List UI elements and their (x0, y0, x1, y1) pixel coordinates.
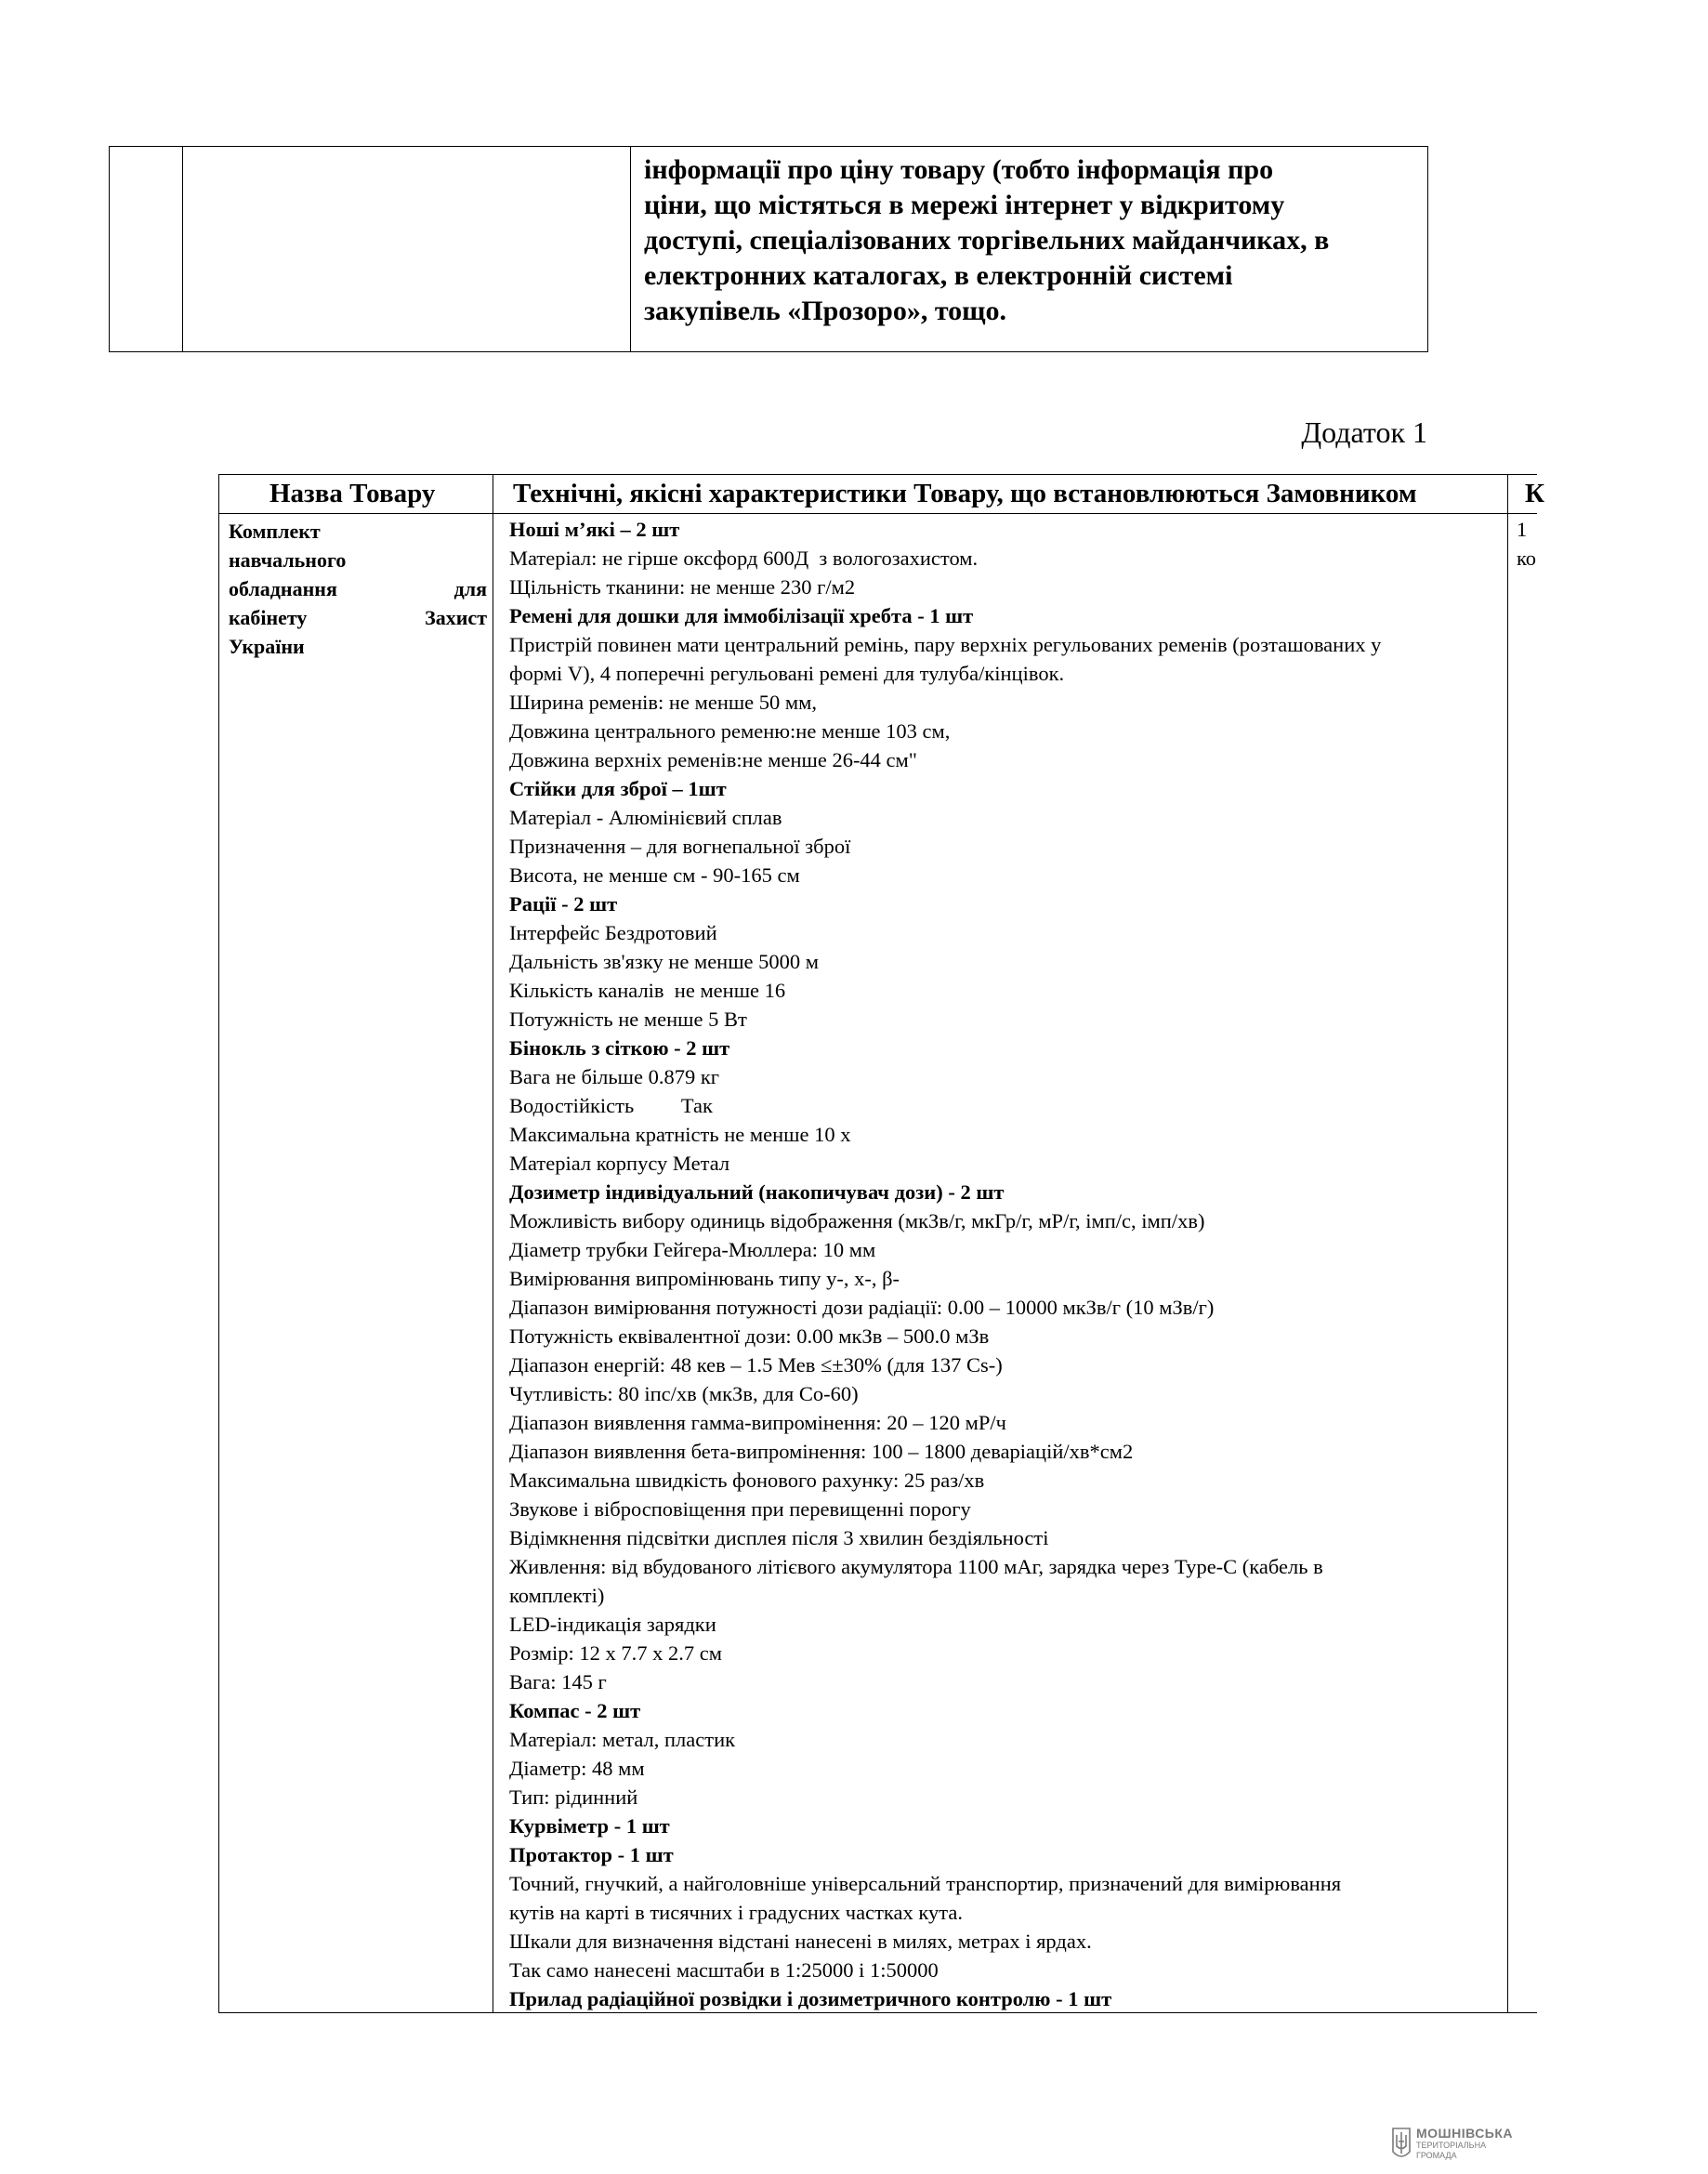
fragment-cell-name (183, 147, 631, 351)
spec-item-detail: Шкали для визначення відстані нанесені в милях, метрах і ярдах. (509, 1930, 1092, 1953)
spec-item-heading: Курвіметр - 1 шт (509, 1814, 670, 1838)
header-product-name: Назва Товару (269, 479, 436, 508)
spec-item-detail: Вага: 145 г (509, 1670, 607, 1693)
spec-item-detail: Діапазон вимірювання потужності дози радіації: 0.00 – 10000 мкЗв/г (10 мЗв/г) (509, 1296, 1215, 1319)
spec-item-detail: Матеріал - Алюмінієвий сплав (509, 806, 782, 829)
previous-table-fragment (109, 146, 1428, 352)
product-name-line (229, 574, 487, 603)
product-name-word: України (229, 635, 305, 658)
spec-item-detail: Максимальна швидкість фонового рахунку: 25 раз/хв (509, 1469, 985, 1492)
spec-item-detail: Звукове і вібросповіщення при перевищенні порогу (509, 1497, 971, 1521)
header-quantity: К (1525, 479, 1545, 508)
spec-item-detail: формі V), 4 поперечні регульовані ремені для тулуба/кінцівок. (509, 662, 1065, 685)
fragment-cell-text: інформації про ціну товару (тобто інформація про ціни, що містяться в мережі інтернет у відкритому доступі, спеціалізованих торгівельних майданчиках, в електронних каталогах, в електронній системі закупівель «Прозоро», тощо. (644, 154, 1330, 326)
spec-item-detail: Водостійкість Так (509, 1094, 713, 1117)
spec-item-detail: Матеріал корпусу Метал (509, 1152, 730, 1175)
spec-item-heading: Протактор - 1 шт (509, 1843, 674, 1866)
spec-item-detail: Довжина центрального ременю:не менше 103 см, (509, 719, 951, 743)
spec-item-heading: Компас - 2 шт (509, 1699, 641, 1722)
spec-item-detail: Призначення – для вогнепальної зброї (509, 835, 851, 858)
spec-item-detail: Інтерфейс Бездротовий (509, 921, 717, 944)
spec-item-detail: Пристрій повинен мати центральний ремінь, пару верхніх регульованих ременів (розташованих у (509, 633, 1382, 656)
trident-emblem-icon (1391, 2126, 1412, 2163)
spec-item-detail: Вага не більше 0.879 кг (509, 1065, 720, 1088)
header-divider (219, 513, 1537, 514)
spec-item-heading: Ремені для дошки для іммобілізації хребта - 1 шт (509, 604, 974, 627)
product-name-line (229, 632, 487, 661)
spec-item-detail: Точний, гнучкий, а найголовніше універсальний транспортир, призначений для вимірювання (509, 1872, 1342, 1895)
logo-title: МОШНІВСЬКА (1416, 2126, 1514, 2141)
spec-item-detail: Потужність не менше 5 Вт (509, 1008, 747, 1031)
product-name-line (229, 603, 487, 632)
spec-item-detail: Так само нанесені масштаби в 1:25000 і 1:50000 (509, 1958, 939, 1982)
product-name-word: Комплект (229, 520, 321, 543)
spec-item-heading: Стійки для зброї – 1шт (509, 777, 727, 800)
spec-item-detail: Чутливість: 80 іпс/хв (мкЗв, для Co-60) (509, 1382, 859, 1405)
community-logo (1391, 2126, 1521, 2167)
spec-item-detail: Висота, не менше см - 90-165 см (509, 863, 800, 887)
quantity-line: ко (1517, 547, 1537, 570)
spec-item-detail: Розмір: 12 х 7.7 х 2.7 см (509, 1641, 722, 1665)
logo-subtitle-2: ГРОМАДА (1416, 2151, 1457, 2160)
spec-item-detail: Довжина верхніх ременів:не менше 26-44 см" (509, 748, 917, 771)
spec-item-detail: Діаметр трубки Гейгера-Мюллера: 10 мм (509, 1238, 876, 1261)
header-specifications: Технічні, якісні характеристики Товару, що встановлюються Замовником (513, 479, 1417, 508)
spec-item-detail: Матеріал: не гірше оксфорд 600Д з вологозахистом. (509, 547, 979, 570)
spec-item-heading: Прилад радіаційної розвідки і дозиметричного контролю - 1 шт (509, 1987, 1112, 2010)
spec-item-detail: LED-індикація зарядки (509, 1613, 716, 1636)
spec-item-detail: Можливість вибору одиниць відображення (мкЗв/г, мкГр/г, мР/г, імп/с, імп/хв) (509, 1209, 1205, 1232)
product-name-word: обладнання (229, 577, 337, 600)
spec-item-heading: Рації - 2 шт (509, 892, 618, 916)
spec-item-detail: Кількість каналів не менше 16 (509, 979, 786, 1002)
spec-item-detail: Матеріал: метал, пластик (509, 1728, 736, 1751)
logo-subtitle-1: ТЕРИТОРІАЛЬНА (1416, 2141, 1487, 2150)
product-name-word: навчального (229, 548, 347, 572)
spec-item-detail: Живлення: від вбудованого літієвого акумулятора 1100 мАг, зарядка через Type-C (кабель в (509, 1555, 1323, 1578)
spec-item-detail: Діапазон енергій: 48 кев – 1.5 Мев ≤±30% (для 137 Cs-) (509, 1353, 1003, 1377)
appendix-label: Додаток 1 (1301, 415, 1427, 449)
spec-item-detail: комплекті) (509, 1584, 605, 1607)
spec-item-detail: Щільність тканини: не менше 230 г/м2 (509, 575, 856, 599)
specification-table (218, 474, 1545, 2013)
product-name-line (229, 517, 487, 546)
spec-item-heading: Дозиметр індивідуальний (накопичувач дози) - 2 шт (509, 1180, 1005, 1204)
spec-item-detail: Вимірювання випромінювань типу у-, х-, β- (509, 1267, 900, 1290)
spec-item-heading: Ноші м’які – 2 шт (509, 518, 680, 541)
quantity-cell (1517, 515, 1536, 573)
product-name-word: кабінету (229, 606, 308, 629)
spec-item-detail: Потужність еквівалентної дози: 0.00 мкЗв – 500.0 мЗв (509, 1324, 990, 1348)
spec-item-heading: Бінокль з сіткою - 2 шт (509, 1036, 730, 1060)
spec-item-detail: Максимальна кратність не менше 10 х (509, 1123, 851, 1146)
specifications-cell (509, 515, 1708, 2013)
quantity-line: 1 (1517, 518, 1528, 541)
spec-item-detail: Відімкнення підсвітки дисплея після 3 хвилин бездіяльності (509, 1526, 1049, 1549)
spec-item-detail: Ширина ременів: не менше 50 мм, (509, 691, 818, 714)
spec-item-detail: Дальність зв'язку не менше 5000 м (509, 950, 820, 973)
product-name-line (229, 546, 487, 574)
product-name-word: для (453, 577, 487, 600)
spec-item-detail: Діапазон виявлення гамма-випромінення: 20 – 120 мР/ч (509, 1411, 1006, 1434)
fragment-cell-number (110, 147, 183, 351)
spec-item-detail: Діапазон виявлення бета-випромінення: 100 – 1800 деваріацій/хв*см2 (509, 1440, 1134, 1463)
product-name-word: Захист (425, 606, 487, 629)
spec-item-detail: Тип: рідинний (509, 1785, 638, 1809)
spec-item-detail: кутів на карті в тисячних і градусних частках кута. (509, 1901, 963, 1924)
product-name-cell (229, 517, 487, 661)
spec-item-detail: Діаметр: 48 мм (509, 1757, 645, 1780)
